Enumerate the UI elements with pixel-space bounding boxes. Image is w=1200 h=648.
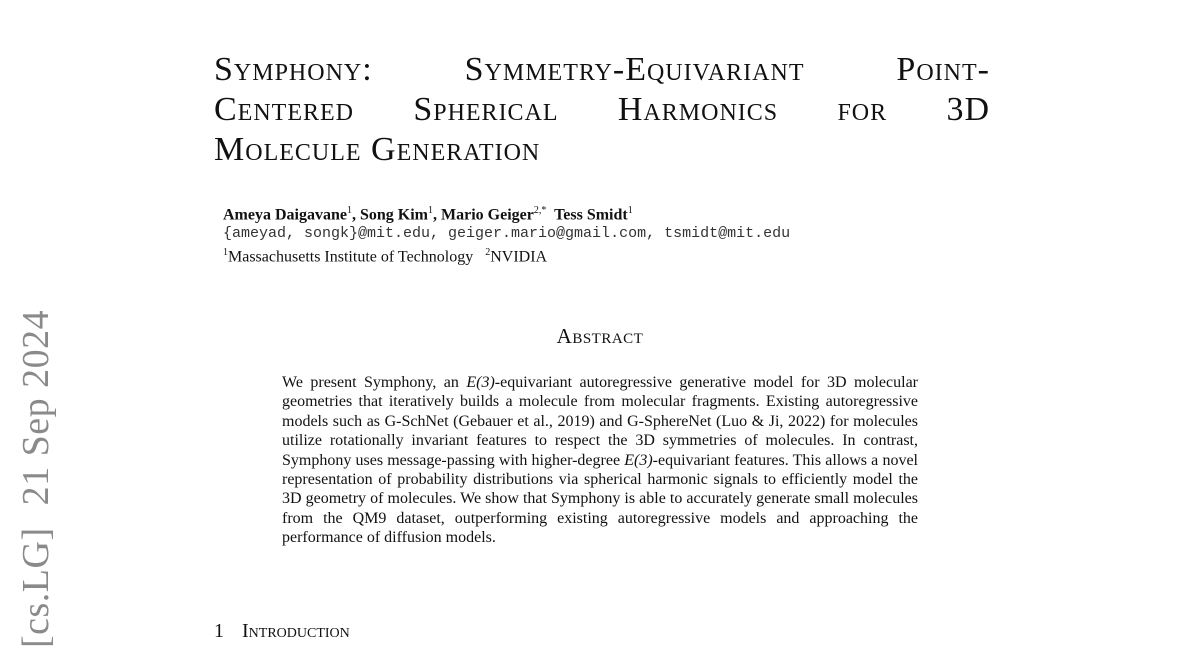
paper-title: [214, 50, 990, 170]
abstract-text: We present Symphony, an: [282, 374, 467, 391]
section-number: 1: [214, 620, 224, 642]
affiliation-mark: 1: [428, 205, 433, 216]
affiliation-mark: 2: [485, 247, 491, 259]
title-line-2: [214, 90, 990, 130]
affiliation-mark: 1: [223, 247, 228, 259]
abstract-text: -equivariant features. This allows a novel representation of probability distributions via spherical harmonic signals to efficiently model the 3D geometry of molecules. We show that Symphony is able to accurately generate small molecules from the QM9 dataset, outperforming existing autoregressive models and approaching the performance of diffusion models.: [282, 451, 918, 547]
title-word: Harmonics: [617, 91, 779, 128]
affiliation-mark: 2,*: [533, 205, 547, 216]
author-name: Mario Geiger: [441, 206, 534, 224]
title-line-3: Molecule Generation: [214, 131, 541, 168]
affiliation-mark: 1: [627, 205, 633, 216]
affiliation-name: NVIDIA: [490, 248, 548, 266]
arxiv-side-stamp: [6, 308, 66, 648]
title-word: Centered: [214, 91, 354, 128]
author-names: Ameya Daigavane$^1$, Song Kim$^1$, Mario Geiger$^{2,*}$ Tess Smidt$^1$: [223, 205, 633, 224]
affiliations: [223, 243, 790, 266]
author-name: Song Kim: [359, 206, 428, 224]
title-word: Spherical: [413, 91, 559, 128]
author-emails: {ameyad, songk}@mit.edu, geiger.mario@gmail.com, tsmidt@mit.edu: [223, 225, 791, 243]
section-title: Introduction: [242, 620, 350, 642]
arxiv-category: [cs.LG]: [15, 527, 57, 648]
affiliation-mark: 1: [346, 205, 352, 216]
abstract-heading: Abstract: [556, 324, 644, 348]
title-word: Symphony:: [214, 51, 373, 88]
title-word: Symmetry-Equivariant: [464, 51, 805, 88]
author-block: [223, 201, 790, 267]
title-word: Point-: [896, 51, 990, 88]
title-line-1: [214, 50, 990, 90]
arxiv-date: 21 Sep 2024: [15, 309, 57, 506]
abstract-body: [282, 373, 918, 548]
abstract-text: -equivariant autoregressive generative model for 3D molecular geometries that iteratively builds a molecule from molecular fragments. Existing autoregressive models such as G-SchNet (Gebauer et al., 2019) and G-SphereNet (Luo & Ji, 2022) for molecules utilize rotationally invariant features to respect the 3D symmetries of molecules. In contrast, Symphony uses message-passing with higher-degree: [282, 374, 918, 469]
author-name: Tess Smidt: [554, 206, 628, 224]
title-word: for: [837, 91, 888, 128]
section-heading: [214, 620, 350, 643]
title-word: 3D: [946, 91, 990, 128]
math-expression: E(3): [624, 451, 653, 469]
math-expression: E(3): [466, 374, 495, 391]
author-name: Ameya Daigavane: [223, 206, 347, 224]
affiliation-name: Massachusetts Institute of Technology: [228, 248, 474, 266]
